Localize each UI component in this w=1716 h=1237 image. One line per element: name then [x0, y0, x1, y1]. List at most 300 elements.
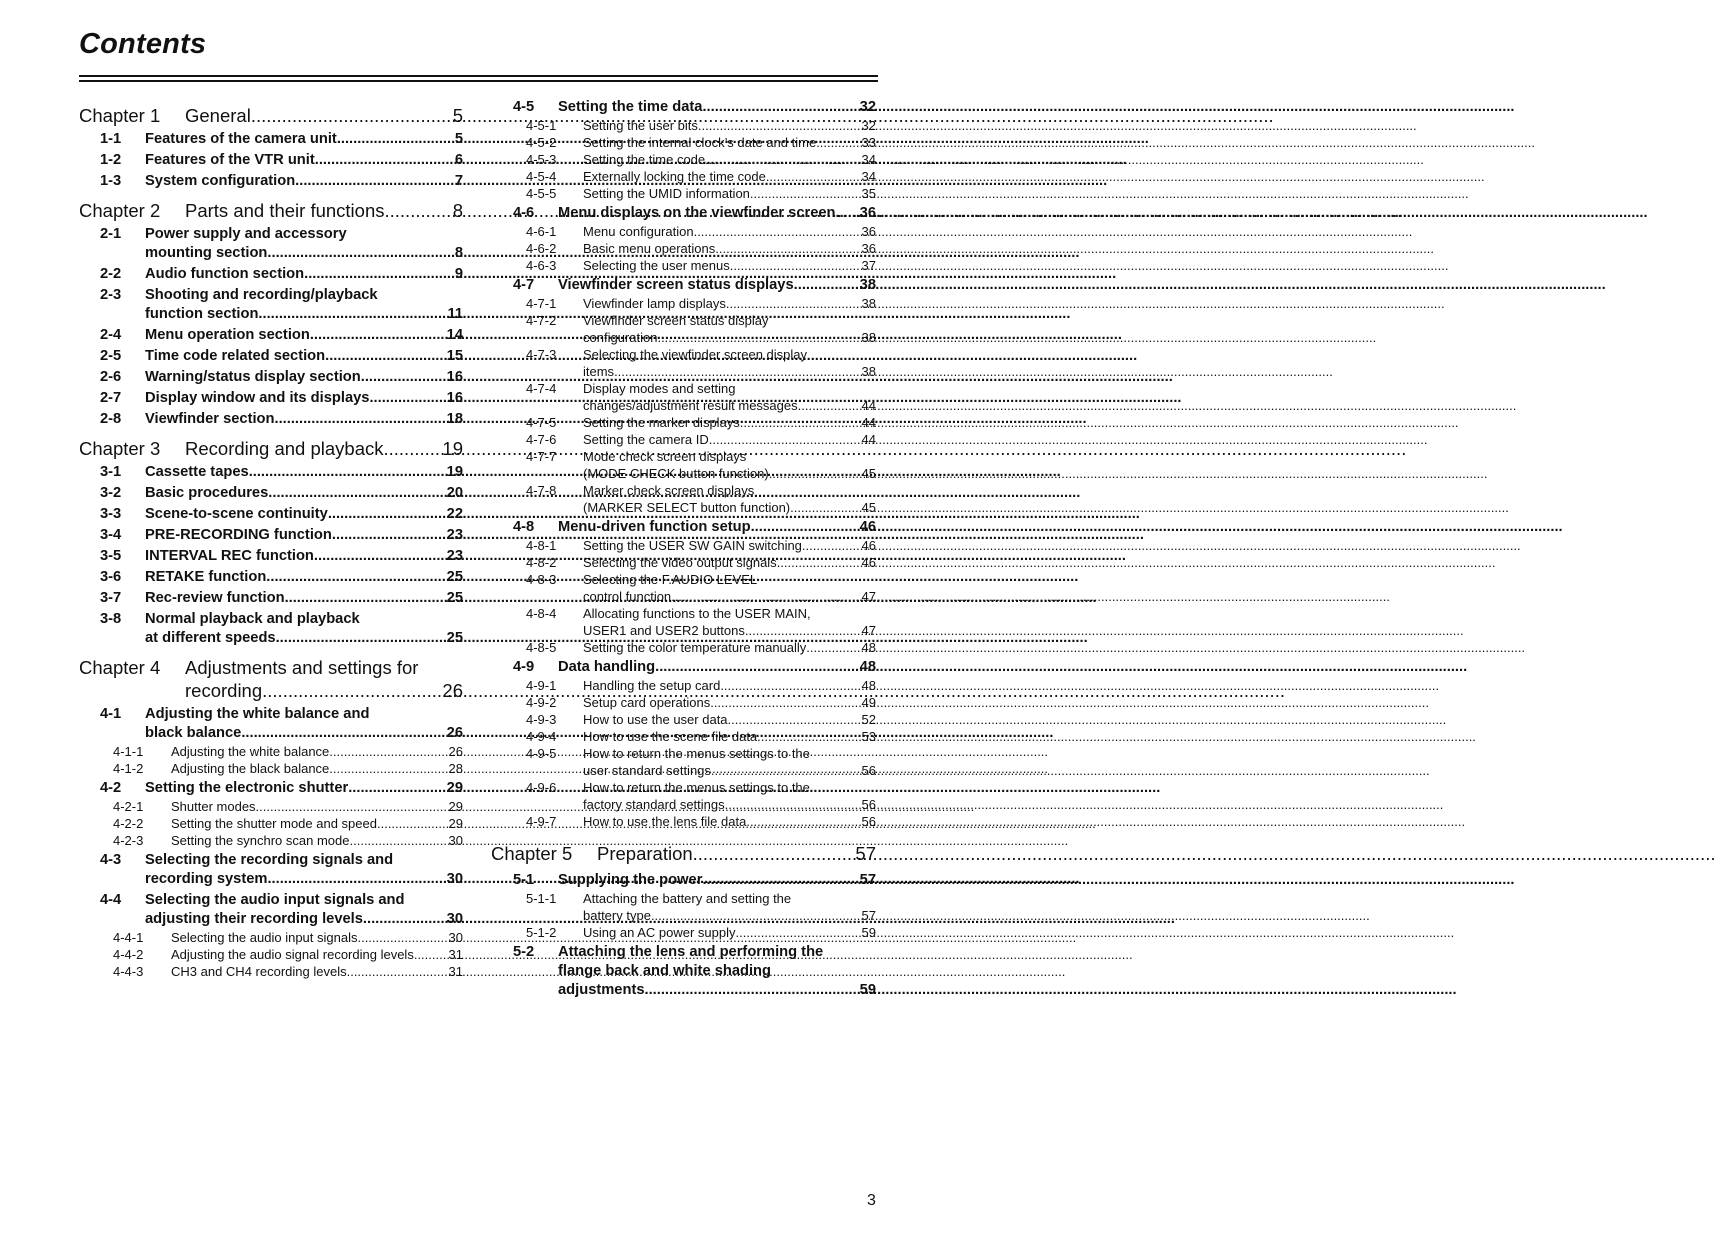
toc-entry-title: Selecting the audio input signals — [171, 930, 358, 945]
toc-entry-title: Adjustments and settings for — [185, 657, 419, 678]
toc-entry-title: configuration — [583, 330, 658, 345]
toc-entry-number: 5-2 — [513, 944, 535, 960]
toc-entry-body — [583, 745, 876, 779]
toc-sub-entry[interactable] — [79, 760, 463, 777]
toc-dot-leader — [295, 172, 452, 191]
toc-sub-entry[interactable] — [491, 537, 876, 554]
toc-section-entry[interactable] — [79, 851, 463, 889]
toc-entry-title: Marker check screen displays — [583, 483, 755, 498]
toc-entry-body — [171, 946, 463, 963]
toc-section-entry[interactable] — [79, 347, 463, 366]
toc-entry-number: 4-5-3 — [526, 152, 557, 167]
toc-dot-leader — [241, 724, 443, 743]
toc-entry-body — [583, 694, 876, 711]
toc-section-entry[interactable] — [79, 891, 463, 929]
toc-entry-number: 4-7-7 — [526, 449, 557, 464]
toc-entry-title: Basic menu operations — [583, 241, 716, 256]
toc-sub-entry[interactable] — [491, 605, 876, 639]
toc-entry-title: RETAKE function — [145, 569, 267, 585]
toc-page-number: 23 — [446, 548, 463, 564]
toc-entry-title: Setting the USER SW GAIN switching — [583, 538, 802, 553]
toc-section-entry[interactable] — [79, 172, 463, 191]
toc-sub-entry[interactable] — [491, 257, 876, 274]
toc-entry-title: Adjusting the white balance — [171, 744, 330, 759]
toc-page-number: 47 — [861, 589, 876, 604]
toc-sub-entry[interactable] — [491, 890, 876, 924]
toc-dot-leader — [315, 151, 452, 170]
toc-page-number: 31 — [448, 947, 463, 962]
toc-page-number: 53 — [861, 729, 876, 744]
toc-entry-title: Menu operation section — [145, 327, 310, 343]
toc-entry-line — [145, 172, 463, 191]
toc-dot-leader — [698, 117, 860, 134]
toc-entry-body — [558, 871, 876, 890]
toc-entry-line — [171, 815, 463, 832]
toc-sub-entry[interactable] — [491, 312, 876, 346]
toc-entry-title: Shutter modes — [171, 799, 256, 814]
toc-section-entry[interactable] — [79, 225, 463, 263]
toc-entry-title: Setting the time code — [583, 152, 706, 167]
toc-entry-number: 3-4 — [100, 527, 122, 543]
toc-entry-line — [583, 677, 876, 694]
toc-entry-body — [145, 151, 463, 170]
toc-entry-number: 4-1 — [100, 706, 122, 722]
toc-sub-entry[interactable] — [491, 813, 876, 830]
toc-entry-title: Setting the synchro scan mode — [171, 833, 350, 848]
toc-entry-number: 4-9-5 — [526, 746, 557, 761]
toc-entry-line — [145, 410, 463, 429]
toc-entry-number: 4-8-1 — [526, 538, 557, 553]
toc-dot-leader — [328, 505, 444, 524]
toc-entry-line — [145, 870, 463, 889]
toc-entry-title: black balance — [145, 725, 242, 741]
toc-entry-line — [583, 639, 876, 656]
toc-entry-body — [597, 842, 876, 865]
toc-section-entry[interactable] — [491, 518, 876, 537]
toc-section-entry[interactable] — [79, 526, 463, 545]
toc-entry-body — [171, 963, 463, 980]
toc-dot-leader — [285, 589, 444, 608]
toc-entry-body — [185, 199, 463, 222]
toc-entry-line — [583, 240, 876, 257]
toc-chapter-entry[interactable] — [79, 656, 463, 702]
toc-sub-entry[interactable] — [79, 798, 463, 815]
toc-entry-body — [583, 571, 876, 605]
toc-entry-line — [171, 963, 463, 980]
toc-page-number: 7 — [454, 173, 463, 189]
toc-page-number: 25 — [446, 590, 463, 606]
toc-sub-entry[interactable] — [491, 185, 876, 202]
toc-entry-title: Selecting the user menus — [583, 258, 730, 273]
toc-entry-title: USER1 and USER2 buttons — [583, 623, 745, 638]
toc-page-number: 25 — [446, 569, 463, 585]
toc-entry-line — [583, 745, 876, 762]
toc-page-number: 31 — [448, 964, 463, 979]
toc-section-entry[interactable] — [79, 705, 463, 743]
toc-entry-number: 4-7-8 — [526, 483, 557, 498]
toc-entry-line — [145, 705, 463, 724]
toc-entry-number: 5-1 — [513, 872, 535, 888]
toc-dot-leader — [651, 907, 860, 924]
toc-entry-line — [171, 798, 463, 815]
toc-entry-title: Basic procedures — [145, 485, 269, 501]
toc-dot-leader — [794, 276, 857, 295]
toc-section-entry[interactable] — [491, 943, 876, 1000]
toc-entry-line — [145, 265, 463, 284]
toc-section-entry[interactable] — [79, 130, 463, 149]
toc-page-number: 29 — [448, 799, 463, 814]
toc-dot-leader — [266, 568, 443, 587]
toc-entry-line — [145, 547, 463, 566]
toc-sub-entry[interactable] — [491, 779, 876, 813]
toc-page-number: 46 — [859, 519, 876, 535]
toc-entry-line — [583, 813, 876, 830]
toc-entry-body — [145, 610, 463, 648]
toc-entry-body — [583, 223, 876, 240]
toc-dot-leader — [816, 134, 859, 151]
toc-page-number: 30 — [446, 871, 463, 887]
toc-chapter-entry[interactable] — [79, 199, 463, 222]
toc-entry-body — [583, 639, 876, 656]
toc-entry-line — [583, 537, 876, 554]
toc-entry-title: Viewfinder screen status displays — [558, 277, 794, 293]
toc-sub-entry[interactable] — [491, 380, 876, 414]
toc-sub-entry[interactable] — [491, 431, 876, 448]
toc-entry-number: 2-2 — [100, 266, 122, 282]
toc-page-number: 48 — [859, 659, 876, 675]
toc-section-entry[interactable] — [79, 410, 463, 429]
toc-page-number: 5 — [452, 105, 463, 126]
toc-entry-number: 3-7 — [100, 590, 122, 606]
toc-dot-leader — [258, 305, 444, 324]
toc-entry-line — [558, 518, 876, 537]
toc-entry-number: Chapter 4 — [79, 657, 161, 678]
toc-page-number: 26 — [446, 725, 463, 741]
toc-entry-title: Mode check screen displays — [583, 449, 747, 464]
toc-sub-entry[interactable] — [491, 168, 876, 185]
toc-section-entry[interactable] — [491, 658, 876, 677]
toc-entry-number: 4-2 — [100, 780, 122, 796]
toc-entry-line — [145, 151, 463, 170]
toc-entry-body — [583, 168, 876, 185]
toc-page-number: 25 — [446, 630, 463, 646]
toc-sub-entry[interactable] — [491, 745, 876, 779]
toc-entry-number: 4-7 — [513, 277, 535, 293]
toc-entry-title: Cassette tapes — [145, 464, 249, 480]
toc-page-number: 46 — [861, 538, 876, 553]
toc-entry-number: 2-5 — [100, 348, 122, 364]
toc-entry-number: 5-1-1 — [526, 891, 557, 906]
toc-entry-line — [145, 779, 463, 798]
toc-entry-title: Setting the electronic shutter — [145, 780, 349, 796]
toc-entry-title: Selecting the viewfinder screen display — [583, 347, 808, 362]
toc-entry-title: Viewfinder lamp displays — [583, 296, 726, 311]
toc-dot-leader — [267, 244, 451, 263]
toc-dot-leader — [249, 463, 444, 482]
toc-entry-number: 4-7-6 — [526, 432, 557, 447]
toc-section-entry[interactable] — [79, 265, 463, 284]
toc-entry-number: Chapter 5 — [491, 843, 573, 864]
toc-dot-leader — [769, 465, 860, 482]
toc-entry-line — [583, 185, 876, 202]
toc-entry-number: 4-1-2 — [113, 761, 144, 776]
toc-entry-title: battery type — [583, 908, 651, 923]
toc-entry-number: 4-7-1 — [526, 296, 557, 311]
toc-entry-number: 5-1-2 — [526, 925, 557, 940]
toc-dot-leader — [726, 295, 860, 312]
toc-page-number: 37 — [861, 258, 876, 273]
toc-entry-number: 3-2 — [100, 485, 122, 501]
toc-page-number: 8 — [452, 200, 463, 221]
toc-entry-body — [185, 656, 463, 702]
toc-entry-body — [583, 779, 876, 813]
toc-entry-title: Time code related section — [145, 348, 326, 364]
toc-entry-number: 4-4-3 — [113, 964, 144, 979]
toc-sub-entry[interactable] — [79, 946, 463, 963]
toc-entry-line — [145, 463, 463, 482]
toc-entry-title: Selecting the recording signals and — [145, 852, 394, 868]
toc-section-entry[interactable] — [79, 568, 463, 587]
toc-section-entry[interactable] — [79, 610, 463, 648]
toc-entry-body — [583, 185, 876, 202]
toc-entry-number: 4-9-6 — [526, 780, 557, 795]
toc-dot-leader — [694, 223, 860, 240]
toc-section-entry[interactable] — [79, 505, 463, 524]
toc-page-number: 30 — [448, 833, 463, 848]
toc-entry-title: at different speeds — [145, 630, 276, 646]
toc-entry-title: Adjusting the black balance — [171, 761, 330, 776]
toc-section-entry[interactable] — [79, 286, 463, 324]
toc-dot-leader — [720, 677, 859, 694]
toc-sub-entry[interactable] — [79, 815, 463, 832]
toc-entry-number: 4-8-5 — [526, 640, 557, 655]
toc-sub-entry[interactable] — [491, 414, 876, 431]
toc-entry-body — [145, 568, 463, 587]
toc-entry-title: Setup card operations — [583, 695, 711, 710]
toc-dot-leader — [705, 151, 859, 168]
toc-page-number: 35 — [861, 186, 876, 201]
toc-entry-body — [145, 389, 463, 408]
toc-entry-body — [145, 286, 463, 324]
toc-entry-line — [583, 431, 876, 448]
toc-page-number: 56 — [861, 763, 876, 778]
toc-entry-body — [583, 448, 876, 482]
toc-entry-number: 4-9-3 — [526, 712, 557, 727]
toc-dot-leader — [414, 946, 447, 963]
toc-entry-line — [583, 779, 876, 796]
toc-entry-line — [583, 134, 876, 151]
toc-entry-body — [145, 347, 463, 366]
toc-dot-leader — [735, 924, 859, 941]
toc-dot-leader — [725, 796, 860, 813]
toc-entry-title: Warning/status display section — [145, 369, 361, 385]
toc-entry-title: Setting the shutter mode and speed — [171, 816, 377, 831]
toc-entry-title: Selecting the F.AUDIO LEVEL — [583, 572, 758, 587]
toc-page-number: 59 — [861, 925, 876, 940]
toc-sub-entry[interactable] — [491, 554, 876, 571]
toc-section-entry[interactable] — [491, 871, 876, 890]
toc-entry-number: 1-2 — [100, 152, 122, 168]
toc-sub-entry[interactable] — [491, 448, 876, 482]
toc-entry-title: Setting the camera ID — [583, 432, 709, 447]
toc-dot-leader — [671, 588, 859, 605]
toc-page-number: 22 — [446, 506, 463, 522]
toc-entry-number: Chapter 1 — [79, 105, 161, 126]
toc-entry-line — [145, 368, 463, 387]
toc-page-number: 33 — [861, 135, 876, 150]
toc-entry-line — [597, 842, 876, 865]
toc-chapter-entry[interactable] — [491, 842, 876, 865]
toc-dot-leader — [751, 518, 857, 537]
toc-entry-number: 4-8-4 — [526, 606, 557, 621]
toc-entry-body — [583, 240, 876, 257]
toc-section-entry[interactable] — [79, 484, 463, 503]
toc-entry-title: mounting section — [145, 245, 268, 261]
toc-sub-entry[interactable] — [491, 295, 876, 312]
toc-section-entry[interactable] — [491, 204, 876, 223]
toc-dot-leader — [766, 168, 860, 185]
toc-entry-body — [145, 547, 463, 566]
toc-entry-body — [583, 134, 876, 151]
toc-dot-leader — [715, 240, 859, 257]
toc-sub-entry[interactable] — [79, 832, 463, 849]
toc-entry-number: Chapter 3 — [79, 438, 161, 459]
toc-page-number: 59 — [859, 982, 876, 998]
toc-entry-line — [583, 397, 876, 414]
toc-entry-title: factory standard settings — [583, 797, 725, 812]
toc-page-number: 38 — [861, 330, 876, 345]
toc-sub-entry[interactable] — [491, 571, 876, 605]
toc-page-number: 45 — [861, 466, 876, 481]
toc-entry-body — [583, 537, 876, 554]
toc-section-entry[interactable] — [491, 98, 876, 117]
toc-dot-leader — [310, 326, 444, 345]
toc-entry-number: 2-3 — [100, 287, 122, 303]
toc-entry-line — [583, 728, 876, 745]
toc-page-number: 14 — [446, 327, 463, 343]
toc-sub-entry[interactable] — [79, 929, 463, 946]
toc-entry-title: Handling the setup card — [583, 678, 721, 693]
toc-entry-number: 4-3 — [100, 852, 122, 868]
toc-section-entry[interactable] — [79, 326, 463, 345]
toc-entry-line — [583, 295, 876, 312]
toc-page-number: 19 — [446, 464, 463, 480]
toc-section-entry[interactable] — [79, 151, 463, 170]
toc-entry-number: 4-9-4 — [526, 729, 557, 744]
toc-entry-title: Data handling — [558, 659, 656, 675]
toc-entry-line — [583, 117, 876, 134]
toc-entry-number: 4-7-4 — [526, 381, 557, 396]
toc-entry-body — [145, 526, 463, 545]
toc-entry-body — [145, 851, 463, 889]
toc-section-entry[interactable] — [79, 389, 463, 408]
toc-dot-leader — [314, 547, 444, 566]
toc-dot-leader — [710, 694, 859, 711]
toc-entry-title: Parts and their functions — [185, 200, 385, 221]
toc-entry-body — [145, 505, 463, 524]
toc-sub-entry[interactable] — [79, 963, 463, 980]
toc-entry-line — [171, 743, 463, 760]
toc-sub-entry[interactable] — [79, 743, 463, 760]
toc-entry-title: PRE-RECORDING function — [145, 527, 332, 543]
toc-entry-body — [558, 518, 876, 537]
toc-sub-entry[interactable] — [491, 711, 876, 728]
toc-entry-line — [583, 907, 876, 924]
toc-chapter-entry[interactable] — [79, 437, 463, 460]
toc-entry-line — [583, 257, 876, 274]
toc-entry-line — [583, 554, 876, 571]
toc-entry-body — [583, 813, 876, 830]
toc-dot-leader — [361, 368, 444, 387]
toc-entry-body — [558, 943, 876, 1000]
toc-sub-entry[interactable] — [491, 223, 876, 240]
toc-sub-entry[interactable] — [491, 677, 876, 694]
toc-page-number: 30 — [446, 911, 463, 927]
toc-section-entry[interactable] — [79, 463, 463, 482]
toc-page-number: 34 — [861, 169, 876, 184]
toc-entry-title: Supplying the power — [558, 872, 703, 888]
toc-sub-entry[interactable] — [491, 134, 876, 151]
toc-sub-entry[interactable] — [491, 151, 876, 168]
toc-sub-entry[interactable] — [491, 240, 876, 257]
toc-sub-entry[interactable] — [491, 924, 876, 941]
toc-page-number: 8 — [454, 245, 463, 261]
toc-sub-entry[interactable] — [491, 694, 876, 711]
toc-entry-title: Shooting and recording/playback — [145, 287, 378, 303]
toc-entry-body — [145, 779, 463, 798]
toc-entry-number: 4-5-4 — [526, 169, 557, 184]
toc-section-entry[interactable] — [491, 276, 876, 295]
toc-page-number: 23 — [446, 527, 463, 543]
toc-entry-line — [583, 151, 876, 168]
toc-entry-body — [171, 743, 463, 760]
toc-chapter-entry[interactable] — [79, 104, 463, 127]
toc-sub-entry[interactable] — [491, 117, 876, 134]
toc-sub-entry[interactable] — [491, 728, 876, 745]
toc-entry-body — [185, 104, 463, 127]
toc-entry-line — [583, 482, 876, 499]
toc-entry-title: Display modes and setting — [583, 381, 736, 396]
toc-entry-title: Power supply and accessory — [145, 226, 347, 242]
toc-sub-entry[interactable] — [491, 482, 876, 516]
toc-dot-leader — [325, 347, 444, 366]
toc-dot-leader — [304, 265, 452, 284]
toc-page-number: 44 — [861, 415, 876, 430]
toc-entry-line — [145, 910, 463, 929]
toc-entry-body — [171, 798, 463, 815]
toc-entry-line — [145, 286, 463, 305]
toc-dot-leader — [730, 257, 860, 274]
toc-entry-title: Setting the color temperature manually — [583, 640, 807, 655]
toc-entry-title: Audio function section — [145, 266, 305, 282]
toc-page-number: 34 — [861, 152, 876, 167]
toc-sub-entry[interactable] — [491, 639, 876, 656]
toc-sub-entry[interactable] — [491, 346, 876, 380]
toc-entry-body — [583, 605, 876, 639]
toc-section-entry[interactable] — [79, 779, 463, 798]
toc-section-entry[interactable] — [79, 368, 463, 387]
toc-entry-line — [145, 130, 463, 149]
toc-dot-leader — [693, 842, 853, 865]
toc-dot-leader — [746, 813, 859, 830]
toc-dot-leader — [268, 484, 443, 503]
toc-dot-leader — [369, 389, 443, 408]
toc-entry-number: 4-9-7 — [526, 814, 557, 829]
toc-entry-number: 4-2-3 — [113, 833, 144, 848]
toc-entry-line — [145, 629, 463, 648]
toc-section-entry[interactable] — [79, 547, 463, 566]
toc-section-entry[interactable] — [79, 589, 463, 608]
